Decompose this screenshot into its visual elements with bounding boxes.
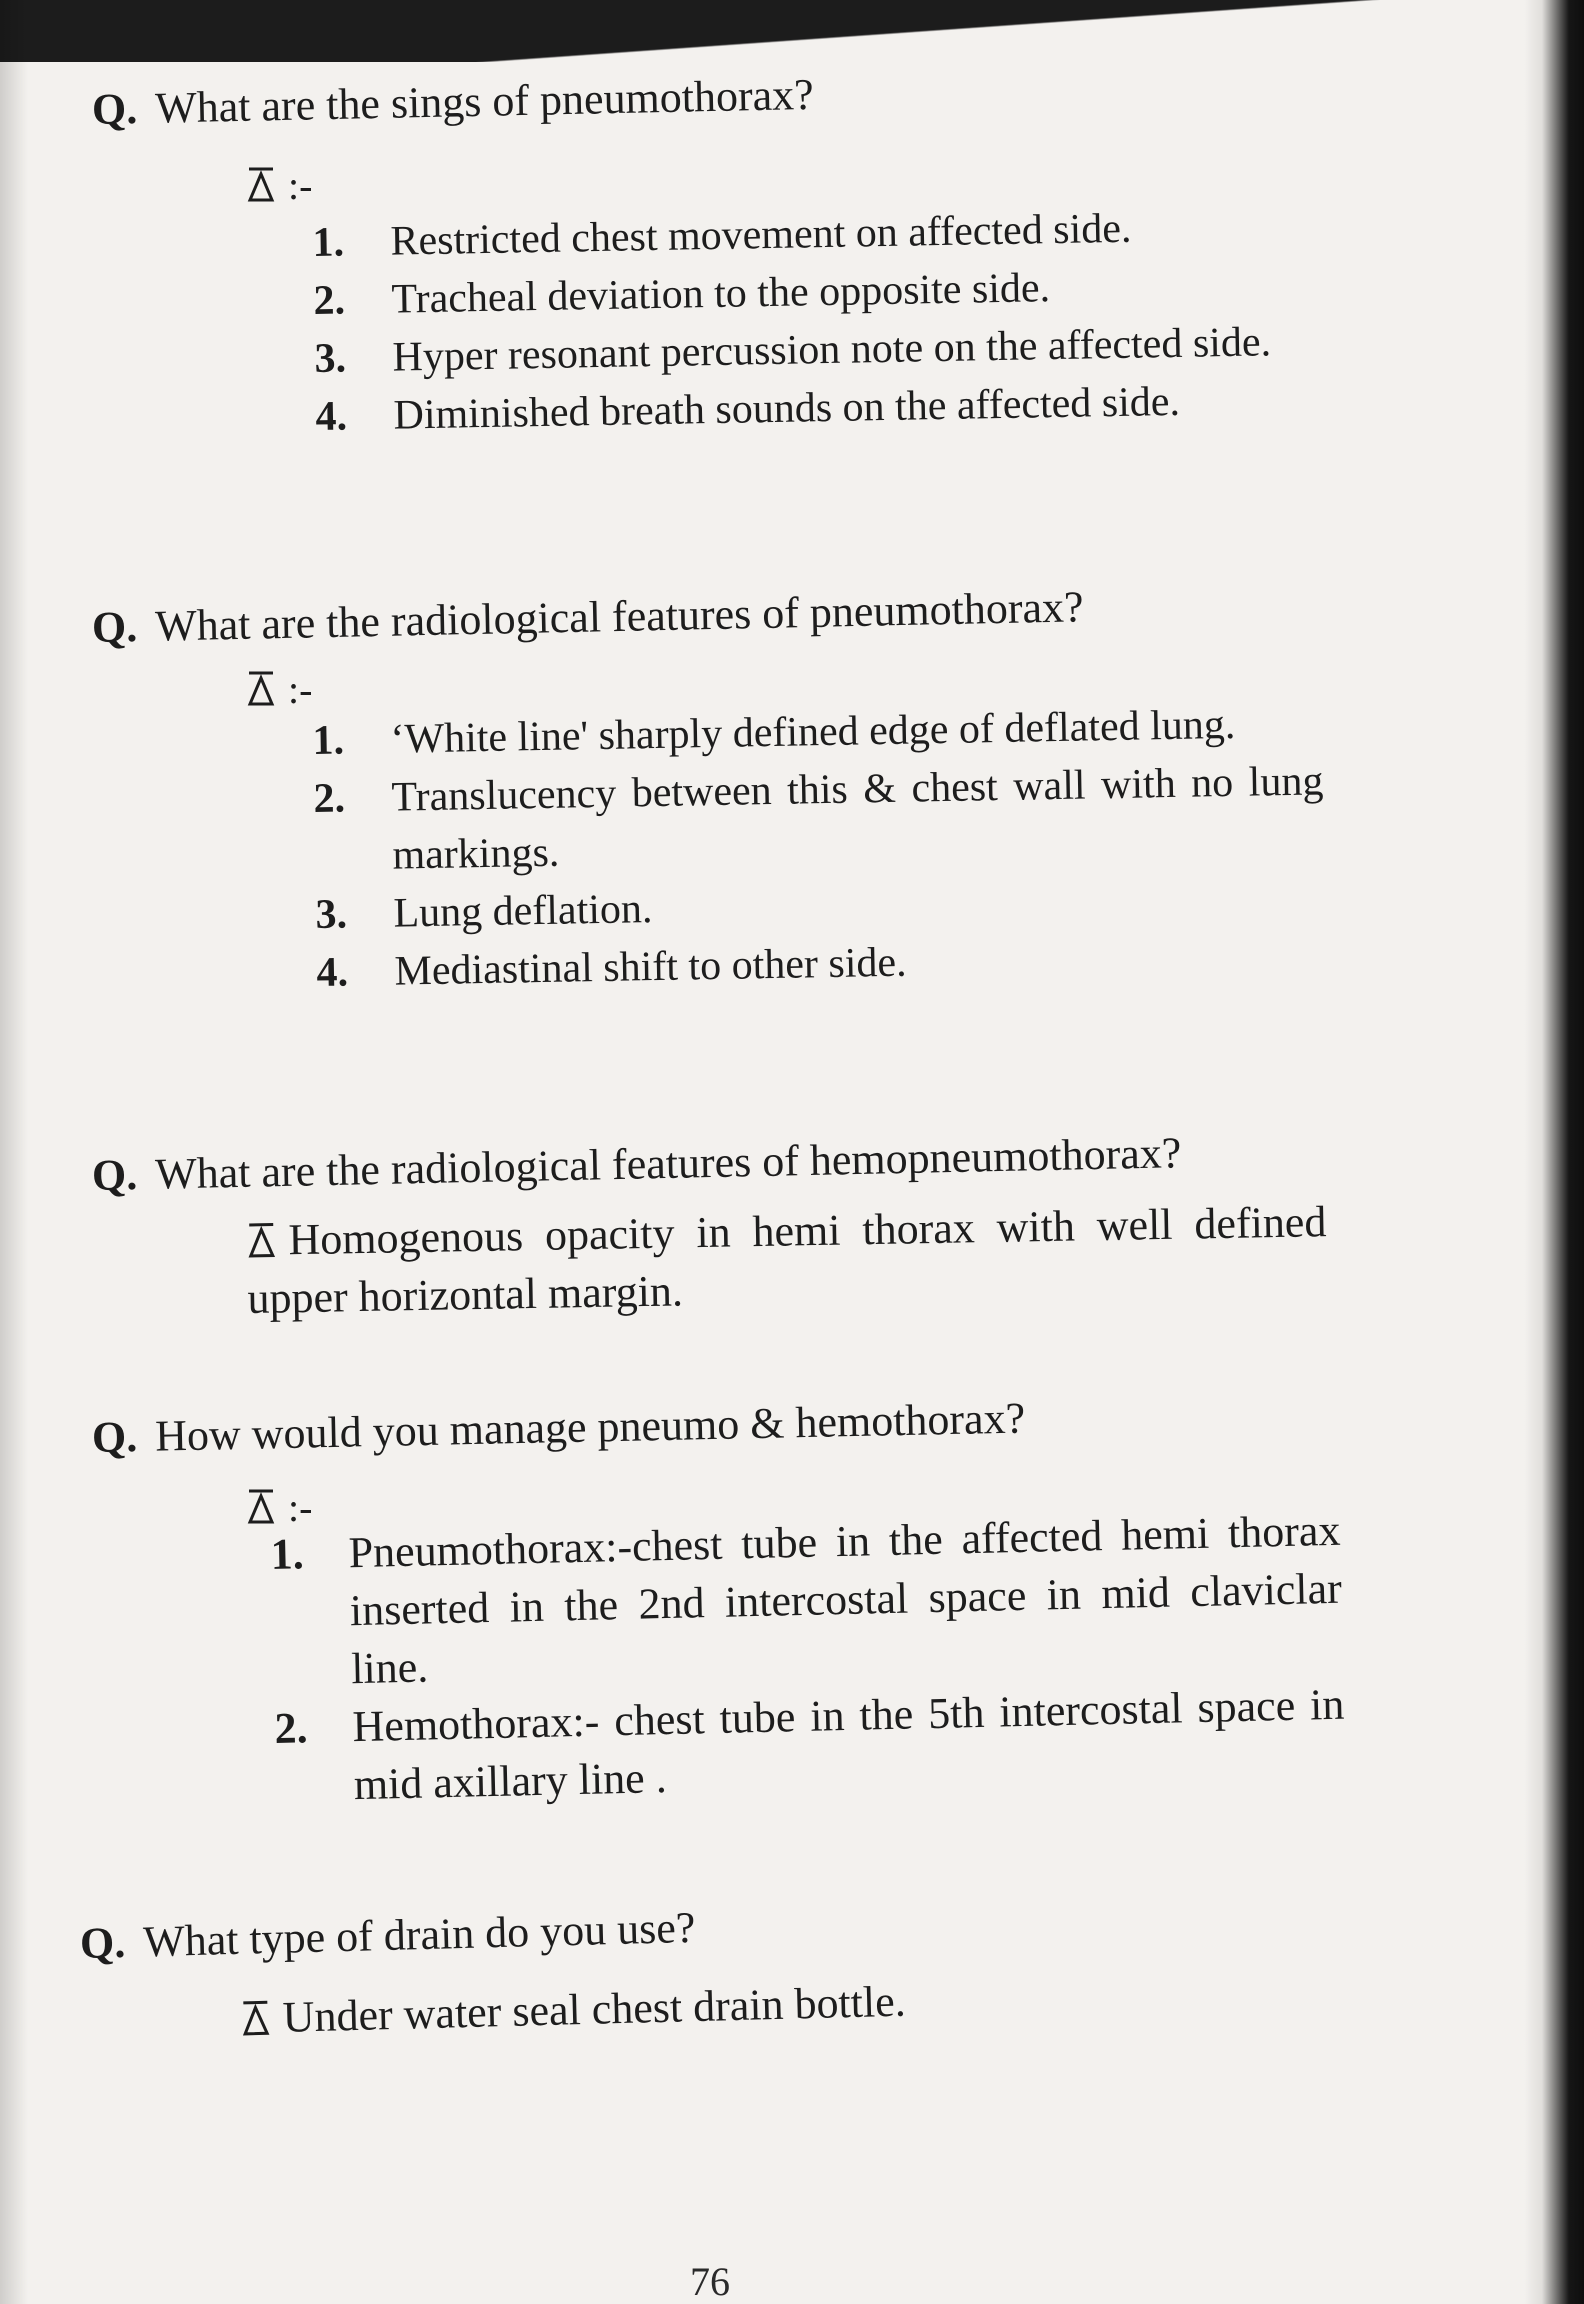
question-text: What are the radiological features of hemopneumothorax? xyxy=(154,1128,1182,1199)
question-2 xyxy=(91,581,1084,654)
list-item: 2. Hemothorax:- chest tube in the 5th intercostal space in mid axillary line . xyxy=(274,1679,1345,1810)
answer-marker-2 xyxy=(246,666,312,714)
answer-text: Under water seal chest drain bottle. xyxy=(282,1976,907,2042)
question-label: Q. xyxy=(91,84,138,134)
question-label: Q. xyxy=(79,1917,126,1968)
list-item: 1. Restricted chest movement on affected side. xyxy=(312,205,1132,266)
answer-symbol-icon xyxy=(246,165,276,203)
answer-text: Homogenous opacity in hemi thorax with well defined upper horizontal margin. xyxy=(247,1197,1327,1323)
answer-colon: :- xyxy=(288,1485,313,1530)
answer-colon: :- xyxy=(288,667,313,712)
answer-list-1 xyxy=(312,196,1346,446)
answer-marker-1 xyxy=(246,162,312,210)
question-label: Q. xyxy=(91,1412,138,1462)
answer-5 xyxy=(240,1964,1241,2048)
list-item: 1. Pneumothorax:-chest tube in the affected hemi thorax inserted in the 2nd intercostal space in mid claviclar line. xyxy=(270,1505,1343,1694)
list-item: 3. Lung deflation. xyxy=(315,886,653,938)
list-item: 4. Diminished breath sounds on the affected side. xyxy=(315,378,1181,440)
list-item: 2. Tracheal deviation to the opposite side. xyxy=(313,265,1051,324)
answer-symbol-icon xyxy=(246,669,276,707)
question-4 xyxy=(91,1392,1025,1464)
answer-list-4 xyxy=(270,1502,1346,1816)
list-item: 3. Hyper resonant percussion note on the affected side. xyxy=(314,319,1272,382)
answer-3 xyxy=(246,1193,1328,1328)
question-label: Q. xyxy=(91,602,138,652)
question-3 xyxy=(91,1127,1181,1202)
question-1 xyxy=(91,69,814,136)
answer-list-2 xyxy=(312,694,1327,1002)
page-number: 76 xyxy=(690,2259,730,2304)
list-item: 4. Mediastinal shift to other side. xyxy=(316,939,907,996)
question-5 xyxy=(79,1902,696,1970)
question-text: What type of drain do you use? xyxy=(142,1902,696,1967)
question-label: Q. xyxy=(91,1150,138,1200)
question-text: What are the radiological features of pneumothorax? xyxy=(154,582,1084,651)
answer-colon: :- xyxy=(288,163,313,208)
question-text: What are the sings of pneumothorax? xyxy=(154,69,815,133)
answer-symbol-icon xyxy=(240,1998,271,2037)
list-item: 1. ‘White line' sharply defined edge of deflated lung. xyxy=(312,701,1236,764)
question-text: How would you manage pneumo & hemothorax? xyxy=(154,1393,1026,1461)
list-item: 2. Translucency between this & chest wall with no lung markings. xyxy=(313,758,1324,879)
answer-symbol-icon xyxy=(246,1220,277,1259)
answer-symbol-icon xyxy=(246,1487,276,1525)
